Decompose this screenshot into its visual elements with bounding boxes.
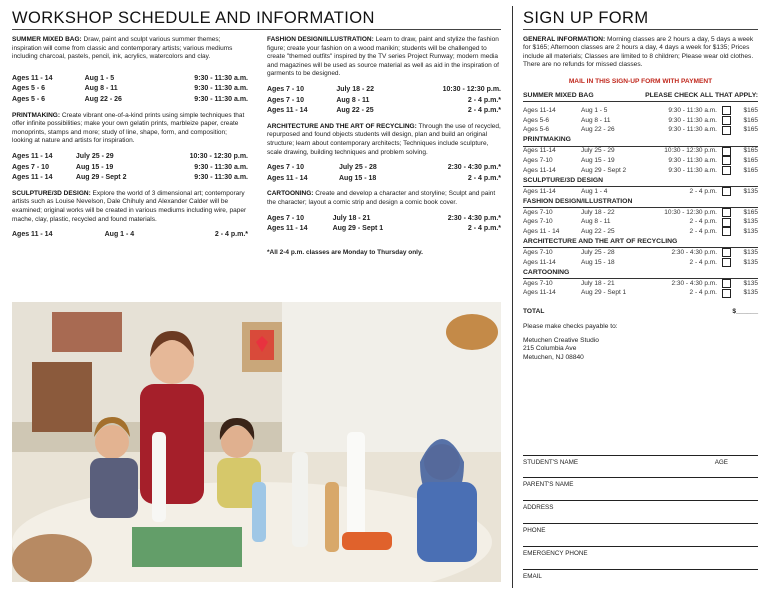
date-cell: Aug 1 - 4 bbox=[581, 187, 608, 195]
class-checkbox[interactable] bbox=[722, 218, 731, 227]
table-row bbox=[523, 289, 758, 299]
signup-title-rule bbox=[523, 29, 758, 30]
mixed-bag-desc: SUMMER MIXED BAG: Draw, paint and sculpt various summer themes; inspiration will come from classic and contemporary artists; various mediums including charcoal, pastels, pencil, ink, acrylics, watercolors and clay. bbox=[12, 36, 233, 61]
printmaking-desc: PRINTMAKING: Create vibrant one-of-a-kind prints using simple techniques that offer infinite possibilities; make your own gelatin prints, marbleize paper, create monoprints, stamps and more; study of line, shape, form, and composition; looking at nature and artists for inspiration. bbox=[12, 111, 245, 145]
checkbox-cell bbox=[717, 187, 735, 197]
time-cell: 2 - 4 p.m. bbox=[689, 218, 717, 226]
date-cell: July 18 - 21 bbox=[581, 279, 615, 287]
form-section-table bbox=[523, 208, 758, 237]
age-cell: Ages 11-14 bbox=[523, 187, 556, 195]
form-section-heading: SCULPTURE/3D DESIGN bbox=[523, 177, 758, 187]
date-cell: Aug 22 - 25 bbox=[581, 227, 615, 235]
form-sections bbox=[523, 102, 758, 298]
checkbox-cell bbox=[717, 156, 735, 166]
mixed-bag-schedule bbox=[12, 74, 248, 106]
architecture-schedule bbox=[267, 163, 501, 184]
table-row: Ages 7 - 10 July 18 - 21 2:30 - 4:30 p.m.* bbox=[267, 214, 501, 222]
sculpture-schedule bbox=[12, 230, 248, 241]
class-checkbox[interactable] bbox=[722, 208, 731, 217]
table-row bbox=[523, 208, 758, 218]
parent-name-field[interactable]: PARENT'S NAME bbox=[523, 477, 758, 488]
table-row bbox=[523, 227, 758, 237]
checkbox-cell bbox=[717, 208, 735, 218]
form-section-table bbox=[523, 147, 758, 176]
price-cell: $165 bbox=[743, 156, 758, 164]
price-cell: $165 bbox=[743, 126, 758, 134]
class-checkbox[interactable] bbox=[722, 126, 731, 135]
schedule-title: WORKSHOP SCHEDULE AND INFORMATION bbox=[12, 9, 375, 27]
time-cell: 9:30 - 11:30 a.m. bbox=[668, 166, 717, 174]
address-field[interactable]: ADDRESS bbox=[523, 500, 758, 511]
workshop-photo-illustration bbox=[12, 302, 501, 582]
class-checkbox[interactable] bbox=[722, 258, 731, 267]
table-row bbox=[523, 156, 758, 166]
checkbox-cell bbox=[717, 227, 735, 237]
checkbox-cell bbox=[717, 116, 735, 126]
general-information: GENERAL INFORMATION: Morning classes are 2 hours a day, 5 days a week for $165; Afternoon classes are 2 hours a day, 4 days a week for $135; Prices include all materials; Classes are limited to 8 children; Please wear old clothes. There are no refunds for missed classes. bbox=[523, 36, 754, 69]
table-row bbox=[523, 147, 758, 157]
student-name-field[interactable]: STUDENT'S NAME AGE bbox=[523, 455, 758, 466]
table-row: Ages 7 - 10 Aug 8 - 11 2 - 4 p.m.* bbox=[267, 96, 501, 104]
check-all-label: PLEASE CHECK ALL THAT APPLY: bbox=[645, 92, 758, 100]
class-checkbox[interactable] bbox=[722, 227, 731, 236]
price-cell: $135 bbox=[743, 258, 758, 266]
table-row: Ages 7 - 10 July 25 - 28 2:30 - 4:30 p.m.* bbox=[267, 164, 501, 172]
address-line: Metuchen, NJ 08840 bbox=[523, 353, 584, 361]
signup-title: SIGN UP FORM bbox=[523, 9, 649, 27]
price-cell: $135 bbox=[743, 218, 758, 226]
table-row bbox=[523, 248, 758, 258]
table-row: Ages 11 - 14 Aug 1 - 4 2 - 4 p.m.* bbox=[12, 231, 248, 239]
price-cell: $135 bbox=[743, 289, 758, 297]
date-cell: Aug 15 - 18 bbox=[581, 258, 615, 266]
price-cell: $165 bbox=[743, 116, 758, 124]
age-cell: Ages 7-10 bbox=[523, 156, 553, 164]
age-cell: Ages 5-6 bbox=[523, 126, 550, 134]
age-cell: Ages 7-10 bbox=[523, 248, 553, 256]
checkbox-cell bbox=[717, 218, 735, 228]
schedule-title-rule bbox=[12, 29, 501, 30]
time-cell: 2 - 4 p.m. bbox=[689, 258, 717, 266]
fashion-desc: FASHION DESIGN/ILLUSTRATION: Learn to draw, paint and stylize the fashion figure; create your fashion on a wood manikin; students will be challenged to create "themed outfits" inspired by the TV series Project Runway; modern media and magazines will be used as source material as well as aid in the inspiration of garments to be designed. bbox=[267, 36, 499, 78]
date-cell: Aug 29 - Sept 1 bbox=[581, 289, 627, 297]
printmaking-schedule bbox=[12, 152, 248, 184]
class-checkbox[interactable] bbox=[722, 116, 731, 125]
form-section-table bbox=[523, 106, 758, 135]
class-checkbox[interactable] bbox=[722, 156, 731, 165]
checkbox-cell bbox=[717, 258, 735, 268]
time-cell: 2 - 4 p.m. bbox=[689, 187, 717, 195]
mail-note: MAIL IN THIS SIGN-UP FORM WITH PAYMENT bbox=[568, 77, 713, 85]
age-cell: Ages 7-10 bbox=[523, 208, 553, 216]
afternoon-note: *All 2-4 p.m. classes are Monday to Thursday only. bbox=[267, 248, 423, 256]
form-section-table bbox=[523, 279, 758, 298]
table-row: Ages 11 - 14 July 25 - 29 10:30 - 12:30 p.m. bbox=[12, 152, 248, 160]
class-checkbox[interactable] bbox=[722, 187, 731, 196]
address-line: 215 Columbia Ave bbox=[523, 345, 577, 353]
class-checkbox[interactable] bbox=[722, 279, 731, 288]
time-cell: 2:30 - 4:30 p.m. bbox=[671, 279, 717, 287]
table-row bbox=[523, 258, 758, 268]
table-row: Ages 7 - 10 July 18 - 22 10:30 - 12:30 p.m. bbox=[267, 85, 501, 93]
table-row: Ages 11 - 14 Aug 15 - 18 2 - 4 p.m.* bbox=[267, 174, 501, 182]
price-cell: $165 bbox=[743, 107, 758, 115]
age-cell: Ages 7-10 bbox=[523, 218, 553, 226]
cartooning-schedule bbox=[267, 214, 501, 235]
column-divider bbox=[512, 6, 513, 588]
class-checkbox[interactable] bbox=[722, 147, 731, 156]
address-line: Metuchen Creative Studio bbox=[523, 337, 599, 345]
total-value: $______ bbox=[732, 308, 758, 316]
cartooning-desc: CARTOONING: Create and develop a character and storyline; Sculpt and paint the character; layout a comic strip and design a comic book cover. bbox=[267, 190, 496, 206]
age-cell: Ages 11-14 bbox=[523, 107, 556, 115]
form-section-heading: FASHION DESIGN/ILLUSTRATION bbox=[523, 198, 758, 208]
age-cell: Ages 5-6 bbox=[523, 116, 550, 124]
class-checkbox[interactable] bbox=[722, 166, 731, 175]
price-cell: $135 bbox=[743, 187, 758, 195]
age-cell: Ages 11 - 14 bbox=[523, 227, 560, 235]
checkbox-cell bbox=[717, 166, 735, 176]
time-cell: 10:30 - 12:30 p.m. bbox=[664, 208, 717, 216]
form-section-table bbox=[523, 187, 758, 197]
date-cell: Aug 8 - 11 bbox=[581, 218, 611, 226]
table-row: Ages 11 - 14 Aug 22 - 25 2 - 4 p.m.* bbox=[267, 107, 501, 115]
table-row bbox=[523, 279, 758, 289]
checkbox-cell bbox=[717, 147, 735, 157]
sculpture-desc: SCULPTURE/3D DESIGN: Explore the world of 3 dimensional art; contemporary artists such as Louise Nevelson, Dale Chihuly and Alexander Calder will be examined; original works will be created in various mediums including wire, paper mache, clay, plastic, recycled and found materials. bbox=[12, 189, 247, 223]
price-cell: $165 bbox=[743, 208, 758, 216]
date-cell: Aug 22 - 26 bbox=[581, 126, 615, 134]
table-row bbox=[523, 116, 758, 126]
table-row bbox=[523, 126, 758, 136]
form-section-table bbox=[523, 248, 758, 267]
form-section-heading: CARTOONING bbox=[523, 269, 758, 279]
date-cell: July 25 - 28 bbox=[581, 248, 615, 256]
price-cell: $135 bbox=[743, 227, 758, 235]
age-field-label: AGE bbox=[714, 459, 728, 466]
time-cell: 9:30 - 11:30 a.m. bbox=[668, 126, 717, 134]
age-cell: Ages 11-14 bbox=[523, 147, 556, 155]
date-cell: Aug 8 - 11 bbox=[581, 116, 611, 124]
class-checkbox[interactable] bbox=[722, 106, 731, 115]
time-cell: 10:30 - 12:30 p.m. bbox=[664, 147, 717, 155]
table-row: Ages 11 - 14 Aug 29 - Sept 2 9:30 - 11:30 a.m. bbox=[12, 174, 248, 182]
date-cell: July 25 - 29 bbox=[581, 147, 615, 155]
middle-column bbox=[267, 36, 501, 257]
date-cell: Aug 1 - 5 bbox=[581, 107, 608, 115]
class-checkbox[interactable] bbox=[722, 289, 731, 298]
checkbox-cell bbox=[717, 289, 735, 299]
emergency-phone-field[interactable]: EMERGENCY PHONE bbox=[523, 546, 758, 557]
price-cell: $165 bbox=[743, 166, 758, 174]
time-cell: 2:30 - 4:30 p.m. bbox=[671, 248, 717, 256]
workshop-photo bbox=[12, 302, 501, 582]
signup-form bbox=[523, 36, 758, 362]
table-row: Ages 11 - 14 Aug 29 - Sept 1 2 - 4 p.m.* bbox=[267, 225, 501, 233]
table-row: Ages 7 - 10 Aug 15 - 19 9:30 - 11:30 a.m. bbox=[12, 163, 248, 171]
table-row: Ages 5 - 6 Aug 22 - 26 9:30 - 11:30 a.m. bbox=[12, 95, 248, 103]
table-row: Ages 11 - 14 Aug 1 - 5 9:30 - 11:30 a.m. bbox=[12, 74, 248, 82]
table-row bbox=[523, 106, 758, 116]
email-field[interactable]: EMAIL bbox=[523, 569, 758, 580]
form-section-heading: PRINTMAKING bbox=[523, 136, 758, 146]
phone-field[interactable]: PHONE bbox=[523, 523, 758, 534]
form-table-header bbox=[523, 92, 758, 102]
time-cell: 9:30 - 11:30 a.m. bbox=[668, 107, 717, 115]
table-row bbox=[523, 218, 758, 228]
form-section-heading: ARCHITECTURE AND THE ART OF RECYCLING bbox=[523, 238, 758, 248]
checkbox-cell bbox=[717, 248, 735, 258]
table-row bbox=[523, 187, 758, 197]
age-cell: Ages 11-14 bbox=[523, 289, 556, 297]
total-label: TOTAL bbox=[523, 308, 545, 316]
table-row: Ages 5 - 6 Aug 8 - 11 9:30 - 11:30 a.m. bbox=[12, 85, 248, 93]
age-cell: Ages 11-14 bbox=[523, 258, 556, 266]
time-cell: 2 - 4 p.m. bbox=[689, 227, 717, 235]
age-cell: Ages 11-14 bbox=[523, 166, 556, 174]
mixed-bag-col-label: SUMMER MIXED BAG bbox=[523, 92, 594, 100]
time-cell: 2 - 4 p.m. bbox=[689, 289, 717, 297]
time-cell: 9:30 - 11:30 a.m. bbox=[668, 156, 717, 164]
checkbox-cell bbox=[717, 106, 735, 116]
total-row bbox=[523, 308, 758, 316]
date-cell: July 18 - 22 bbox=[581, 208, 615, 216]
table-row bbox=[523, 166, 758, 176]
time-cell: 9:30 - 11:30 a.m. bbox=[668, 116, 717, 124]
age-cell: Ages 7-10 bbox=[523, 279, 553, 287]
architecture-desc: ARCHITECTURE AND THE ART OF RECYCLING: Through the use of recycled, repurposed and found objects students will design, plan and build an original structure; learn about contemporary architects; Techniques include sculpture, scale drawing, building techniques and problem solving. bbox=[267, 122, 501, 156]
price-cell: $135 bbox=[743, 279, 758, 287]
class-checkbox[interactable] bbox=[722, 248, 731, 257]
checkbox-cell bbox=[717, 279, 735, 289]
price-cell: $135 bbox=[743, 248, 758, 256]
date-cell: Aug 15 - 19 bbox=[581, 156, 615, 164]
checks-payable: Please make checks payable to: bbox=[523, 322, 618, 330]
price-cell: $165 bbox=[743, 147, 758, 155]
checkbox-cell bbox=[717, 126, 735, 136]
date-cell: Aug 29 - Sept 2 bbox=[581, 166, 627, 174]
studio-address bbox=[523, 337, 758, 362]
left-column bbox=[12, 36, 248, 247]
fashion-schedule bbox=[267, 85, 501, 117]
